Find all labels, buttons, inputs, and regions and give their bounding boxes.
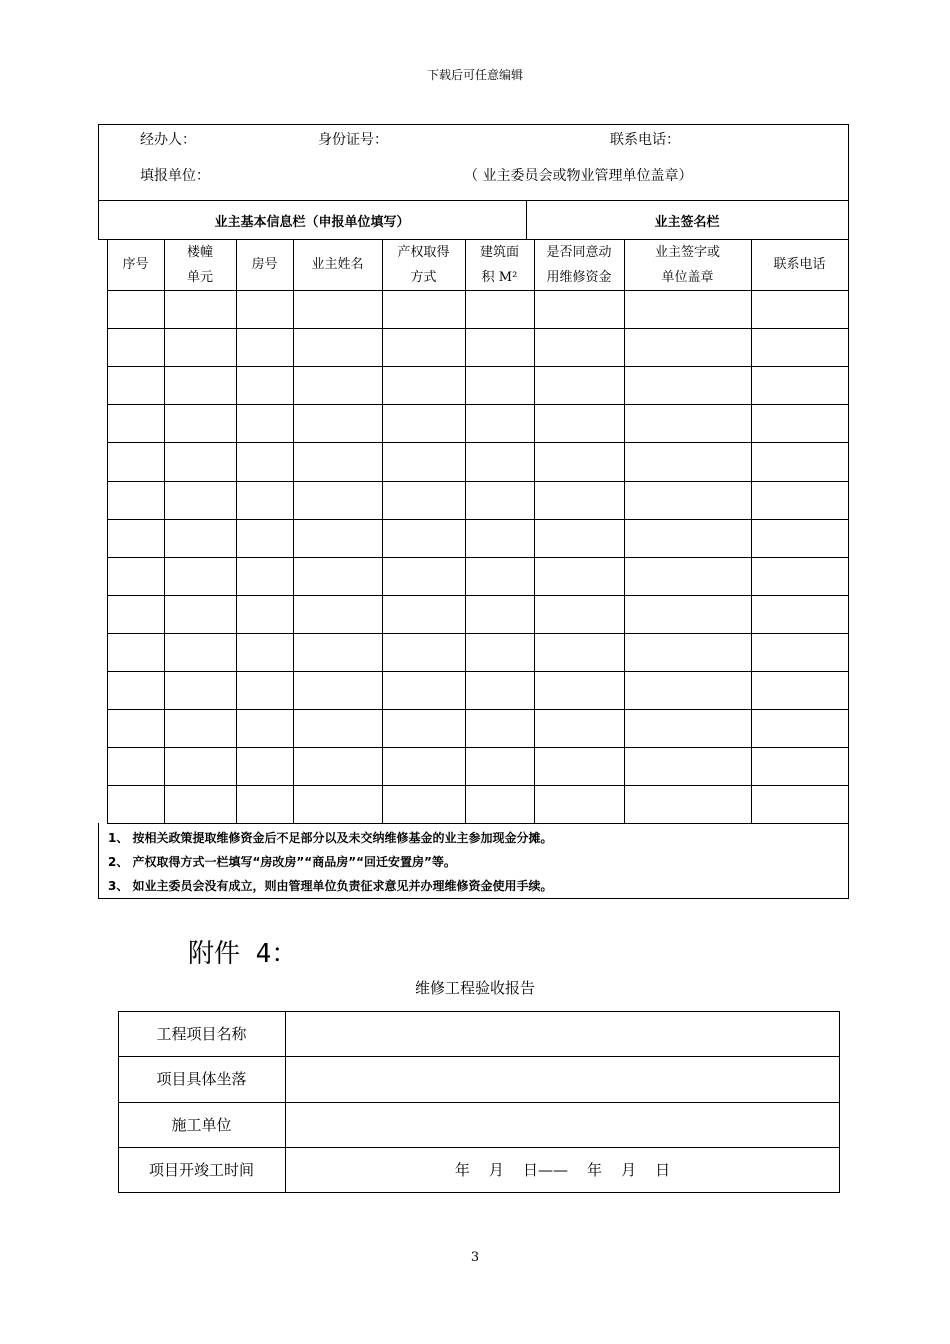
table-cell[interactable] xyxy=(165,405,236,441)
table-cell[interactable] xyxy=(625,634,751,670)
form-border-left-notes xyxy=(98,823,99,899)
table-cell[interactable] xyxy=(466,443,534,479)
column-header-line2: 单位盖章 xyxy=(661,269,714,285)
section-owner-signature: 业主签名栏 xyxy=(654,214,720,230)
table-cell[interactable] xyxy=(625,482,751,518)
table-cell[interactable] xyxy=(294,443,382,479)
table-cell[interactable] xyxy=(466,558,534,594)
report-row-value[interactable]: 年 月 日—— 年 月 日 xyxy=(454,1161,671,1179)
table-cell[interactable] xyxy=(535,291,624,327)
attachment-title: 附件 4： xyxy=(188,939,298,969)
table-cell[interactable] xyxy=(165,596,236,632)
table-cell[interactable] xyxy=(294,596,382,632)
table-cell[interactable] xyxy=(535,443,624,479)
id-number-label: 身份证号： xyxy=(318,132,388,148)
table-cell[interactable] xyxy=(108,786,164,822)
table-cell[interactable] xyxy=(237,596,293,632)
table-cell[interactable] xyxy=(294,291,382,327)
table-cell[interactable] xyxy=(108,710,164,746)
column-header-line1: 序号 xyxy=(122,257,149,272)
table-cell[interactable] xyxy=(108,672,164,708)
table-cell[interactable] xyxy=(625,596,751,632)
form-border-bottom xyxy=(98,898,849,899)
table-cell[interactable] xyxy=(466,634,534,670)
table-cell[interactable] xyxy=(383,672,465,708)
table-cell[interactable] xyxy=(466,482,534,518)
table-cell[interactable] xyxy=(535,482,624,518)
column-header-line2: 用维修资金 xyxy=(546,269,612,285)
table-cell[interactable] xyxy=(165,367,236,403)
stamp-note: （ 业主委员会或物业管理单位盖章） xyxy=(464,168,693,184)
column-header xyxy=(293,239,382,290)
table-cell[interactable] xyxy=(108,482,164,518)
table-cell[interactable] xyxy=(165,558,236,594)
table-cell[interactable] xyxy=(383,558,465,594)
table-cell[interactable] xyxy=(237,710,293,746)
table-cell[interactable] xyxy=(294,405,382,441)
column-header-line1: 楼幢 xyxy=(186,244,213,260)
column-header xyxy=(236,239,293,290)
table-cell[interactable] xyxy=(108,558,164,594)
column-header-line2: 单元 xyxy=(186,269,213,285)
table-cell[interactable] xyxy=(108,405,164,441)
report-row-value[interactable] xyxy=(286,1102,839,1147)
table-cell[interactable] xyxy=(625,672,751,708)
phone-label: 联系电话： xyxy=(610,132,680,148)
reporting-unit-label: 填报单位： xyxy=(140,168,210,184)
table-cell[interactable] xyxy=(625,329,751,365)
table-cell[interactable] xyxy=(535,367,624,403)
column-header-line1: 业主签字或 xyxy=(654,244,720,260)
table-cell[interactable] xyxy=(237,367,293,403)
table-cell[interactable] xyxy=(294,482,382,518)
table-cell[interactable] xyxy=(237,558,293,594)
table-cell[interactable] xyxy=(625,786,751,822)
note-3: 3、 如业主委员会没有成立，则由管理单位负责征求意见并办理维修资金使用手续。 xyxy=(108,879,553,893)
table-cell[interactable] xyxy=(466,329,534,365)
table-cell[interactable] xyxy=(294,748,382,784)
table-cell[interactable] xyxy=(294,672,382,708)
table-cell[interactable] xyxy=(752,596,848,632)
table-cell[interactable] xyxy=(165,482,236,518)
table-cell[interactable] xyxy=(108,596,164,632)
table-cell[interactable] xyxy=(165,634,236,670)
column-header xyxy=(164,239,236,290)
table-cell[interactable] xyxy=(535,672,624,708)
table-cell[interactable] xyxy=(165,443,236,479)
table-cell[interactable] xyxy=(237,748,293,784)
table-cell[interactable] xyxy=(383,443,465,479)
table-cell[interactable] xyxy=(752,443,848,479)
note-1: 1、 按相关政策提取维修资金后不足部分以及未交纳维修基金的业主参加现金分摊。 xyxy=(108,831,553,845)
table-cell[interactable] xyxy=(466,291,534,327)
table-cell[interactable] xyxy=(535,520,624,556)
table-cell[interactable] xyxy=(294,710,382,746)
table-cell[interactable] xyxy=(383,520,465,556)
table-cell[interactable] xyxy=(383,710,465,746)
table-cell[interactable] xyxy=(294,329,382,365)
report-row-value[interactable] xyxy=(286,1056,839,1101)
table-cell[interactable] xyxy=(625,558,751,594)
table-cell[interactable] xyxy=(535,634,624,670)
table-cell[interactable] xyxy=(625,710,751,746)
table-cell[interactable] xyxy=(466,367,534,403)
column-header-line1: 产权取得 xyxy=(397,244,450,260)
table-cell[interactable] xyxy=(466,748,534,784)
table-cell[interactable] xyxy=(535,748,624,784)
report-row-line xyxy=(118,1192,840,1193)
table-cell[interactable] xyxy=(165,291,236,327)
table-cell[interactable] xyxy=(237,291,293,327)
report-row-label: 工程项目名称 xyxy=(156,1025,247,1043)
column-header-line2: 积 M² xyxy=(481,269,518,285)
table-cell[interactable] xyxy=(752,748,848,784)
column-header-line1: 业主姓名 xyxy=(311,257,364,272)
table-cell[interactable] xyxy=(752,405,848,441)
column-header xyxy=(107,239,164,290)
page-number: 3 xyxy=(470,1250,480,1265)
table-cell[interactable] xyxy=(108,367,164,403)
column-header xyxy=(624,239,751,290)
table-cell[interactable] xyxy=(237,634,293,670)
table-cell[interactable] xyxy=(165,672,236,708)
table-cell[interactable] xyxy=(294,786,382,822)
table-cell[interactable] xyxy=(294,558,382,594)
table-cell[interactable] xyxy=(383,748,465,784)
table-cell[interactable] xyxy=(383,596,465,632)
table-cell[interactable] xyxy=(165,748,236,784)
table-cell[interactable] xyxy=(466,710,534,746)
agent-label: 经办人： xyxy=(140,132,196,148)
table-cell[interactable] xyxy=(294,520,382,556)
table-cell[interactable] xyxy=(237,443,293,479)
table-cell[interactable] xyxy=(535,596,624,632)
table-cell[interactable] xyxy=(466,596,534,632)
section-owner-info: 业主基本信息栏（申报单位填写） xyxy=(214,214,410,230)
table-cell[interactable] xyxy=(383,634,465,670)
table-cell[interactable] xyxy=(383,329,465,365)
table-cell[interactable] xyxy=(383,291,465,327)
column-header-line2: 方式 xyxy=(410,269,437,285)
note-2: 2、 产权取得方式一栏填写“房改房”“商品房”“回迁安置房”等。 xyxy=(108,855,456,869)
column-header-line1: 联系电话 xyxy=(773,257,826,272)
table-cell[interactable] xyxy=(466,405,534,441)
table-cell[interactable] xyxy=(237,482,293,518)
table-cell[interactable] xyxy=(108,329,164,365)
table-cell[interactable] xyxy=(535,786,624,822)
table-cell[interactable] xyxy=(108,520,164,556)
report-row-label: 施工单位 xyxy=(171,1116,232,1134)
table-cell[interactable] xyxy=(466,786,534,822)
header-note: 下载后可任意编辑 xyxy=(426,68,523,82)
report-row-value[interactable] xyxy=(286,1011,839,1056)
column-header-line1: 建筑面 xyxy=(479,244,519,260)
report-row-label: 项目具体坐落 xyxy=(156,1070,247,1088)
table-cell[interactable] xyxy=(752,329,848,365)
table-cell[interactable] xyxy=(165,520,236,556)
column-header xyxy=(465,239,534,290)
table-cell[interactable] xyxy=(752,558,848,594)
table-cell[interactable] xyxy=(535,405,624,441)
column-header xyxy=(534,239,624,290)
table-cell[interactable] xyxy=(383,405,465,441)
table-cell[interactable] xyxy=(752,710,848,746)
table-cell[interactable] xyxy=(108,748,164,784)
form-border-right xyxy=(848,124,849,899)
column-header-line1: 是否同意动 xyxy=(546,244,612,260)
table-cell[interactable] xyxy=(294,634,382,670)
report-row-label: 项目开竣工时间 xyxy=(148,1161,254,1179)
table-cell[interactable] xyxy=(752,291,848,327)
table-cell[interactable] xyxy=(466,672,534,708)
table-cell[interactable] xyxy=(625,405,751,441)
table-cell[interactable] xyxy=(535,710,624,746)
table-cell[interactable] xyxy=(625,443,751,479)
table-cell[interactable] xyxy=(625,748,751,784)
table-cell[interactable] xyxy=(752,482,848,518)
table-cell[interactable] xyxy=(237,786,293,822)
table-cell[interactable] xyxy=(237,520,293,556)
table-cell[interactable] xyxy=(237,672,293,708)
table-cell[interactable] xyxy=(752,367,848,403)
table-cell[interactable] xyxy=(108,443,164,479)
table-cell[interactable] xyxy=(752,672,848,708)
table-cell[interactable] xyxy=(625,291,751,327)
table-cell[interactable] xyxy=(466,520,534,556)
table-cell[interactable] xyxy=(752,786,848,822)
table-cell[interactable] xyxy=(383,786,465,822)
table-cell[interactable] xyxy=(535,558,624,594)
table-cell[interactable] xyxy=(237,329,293,365)
table-cell[interactable] xyxy=(383,367,465,403)
table-cell[interactable] xyxy=(237,405,293,441)
attachment-subtitle: 维修工程验收报告 xyxy=(414,979,535,997)
table-cell[interactable] xyxy=(165,710,236,746)
column-header-line1: 房号 xyxy=(251,257,278,272)
table-cell[interactable] xyxy=(108,634,164,670)
column-header xyxy=(751,239,848,290)
table-cell[interactable] xyxy=(752,634,848,670)
table-cell[interactable] xyxy=(165,329,236,365)
column-header xyxy=(382,239,465,290)
table-cell[interactable] xyxy=(165,786,236,822)
table-cell[interactable] xyxy=(625,367,751,403)
form-border-top xyxy=(98,124,849,125)
grid-row-line xyxy=(107,823,848,824)
table-cell[interactable] xyxy=(625,520,751,556)
table-cell[interactable] xyxy=(752,520,848,556)
table-cell[interactable] xyxy=(294,367,382,403)
table-cell[interactable] xyxy=(535,329,624,365)
table-cell[interactable] xyxy=(108,291,164,327)
table-cell[interactable] xyxy=(383,482,465,518)
